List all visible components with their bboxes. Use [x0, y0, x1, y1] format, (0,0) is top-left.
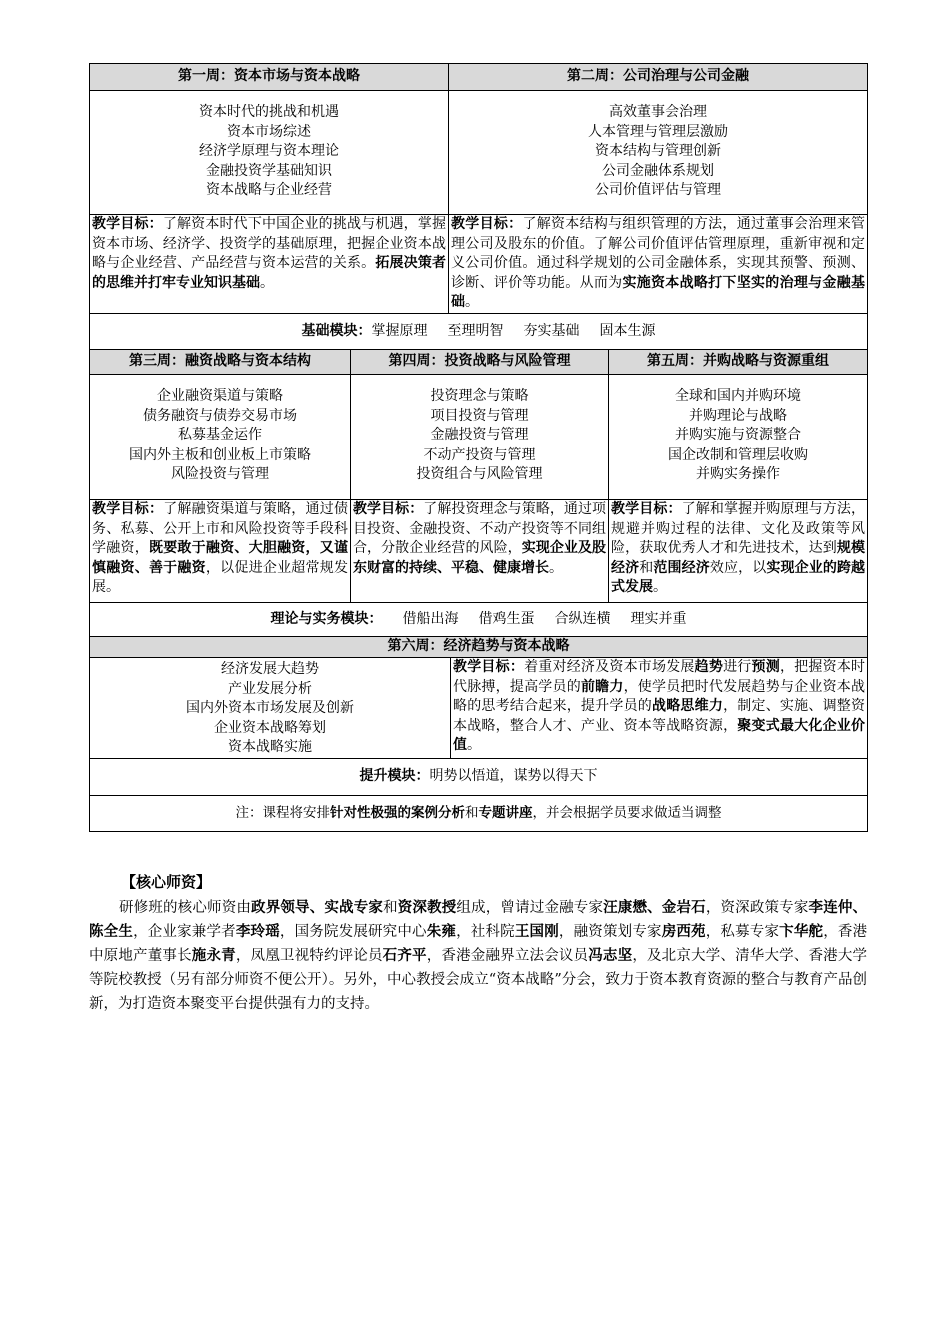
week4-title: 第四周：投资战略与风险管理 [351, 350, 609, 375]
elevation-module: 提升模块：明势以悟道，谋势以得天下 [90, 759, 868, 796]
list-item: 投资组合与风险管理 [416, 466, 543, 482]
list-item: 并购理论与战略 [689, 407, 787, 424]
week1-topics [90, 91, 449, 215]
faculty-section [89, 870, 867, 1016]
goal-label: 教学目标： [353, 501, 424, 517]
practice-module: 理论与实务模块： 借船出海 借鸡生蛋 合纵连横 理实并重 [90, 603, 868, 637]
list-item: 风险投资与管理 [171, 466, 269, 482]
list-item: 并购实施与资源整合 [675, 427, 801, 443]
list-item: 投资理念与策略 [430, 388, 529, 404]
list-item: 经济发展大趋势 [221, 661, 319, 677]
week1-title: 第一周：资本市场与资本战略 [90, 64, 449, 91]
goal-label: 教学目标： [611, 501, 682, 517]
goal-label: 教学目标： [451, 216, 523, 232]
week6-topics [90, 658, 451, 759]
week1-goal: 教学目标：了解资本时代下中国企业的挑战与机遇，掌握资本市场、经济学、投资学的基础原理，把握企业资本战略与企业经营、产品经营与资本运营的关系。拓展决策者的思维并打牢专业知识基础。 [90, 215, 449, 314]
week3-title: 第三周：融资战略与资本结构 [90, 350, 351, 375]
list-item: 不动产投资与管理 [423, 446, 536, 463]
list-item: 国内外主板和创业板上市策略 [129, 446, 311, 463]
goal-label: 教学目标： [92, 216, 163, 232]
foundation-module: 基础模块：掌握原理 至理明智 夯实基础 固本生源 [90, 314, 868, 350]
list-item: 资本时代的挑战和机遇 [199, 104, 339, 120]
list-item: 人本管理与管理层激励 [588, 123, 728, 140]
list-item: 资本结构与管理创新 [595, 143, 721, 159]
week2-topics [449, 91, 868, 215]
list-item: 资本战略与企业经营 [206, 182, 332, 198]
week4-topics [351, 375, 609, 500]
week3-goal: 教学目标：了解融资渠道与策略，通过债务、私募、公开上市和风险投资等手段科学融资，既要敢于融资、大胆融资，又谨慎融资、善于融资，以促进企业超常规发展。 [90, 500, 351, 603]
week5-goal: 教学目标：了解和掌握并购原理与方法，规避并购过程的法律、文化及政策等风险，获取优秀人才和先进技术，达到规模经济和范围经济效应，以实现企业的跨越式发展。 [609, 500, 868, 603]
list-item: 资本市场综述 [227, 123, 311, 140]
faculty-paragraph: 研修班的核心师资由政界领导、实战专家和资深教授组成，曾请过金融专家汪康懋、金岩石，资深政策专家李连仲、陈全生，企业家兼学者李玲瑶，国务院发展研究中心朱雍，社科院王国刚，融资策划专家房西苑，私募专家卞华舵，香港中原地产董事长施永青，凤凰卫视特约评论员石齐平，香港金融界立法会议员冯志坚，及北京大学、清华大学、香港大学等院校教授（另有部分师资不便公开）。另外，中心教授会成立“资本战略”分会，致力于资本教育资源的整合与教育产品创新，为打造资本聚变平台提供强有力的支持。 [89, 899, 868, 1012]
week3-topics [90, 375, 351, 500]
list-item: 公司价值评估与管理 [595, 182, 721, 198]
course-note: 注：课程将安排针对性极强的案例分析和专题讲座，并会根据学员要求做适当调整 [90, 796, 868, 832]
list-item: 产业发展分析 [228, 680, 312, 697]
list-item: 私募基金运作 [178, 427, 262, 443]
week6-goal: 教学目标：着重对经济及资本市场发展趋势进行预测，把握资本时代脉搏，提高学员的前瞻力，使学员把时代发展趋势与企业资本战略的思考结合起来，提升学员的战略思维力，制定、实施、调整资本战略，整合人才、产业、资本等战略资源，聚变式最大化企业价值。 [451, 658, 868, 759]
list-item: 并购实务操作 [696, 466, 780, 482]
week4-goal: 教学目标：了解投资理念与策略，通过项目投资、金融投资、不动产投资等不同组合，分散企业经营的风险，实现企业及股东财富的持续、平稳、健康增长。 [351, 500, 609, 603]
list-item: 金融投资学基础知识 [206, 162, 332, 179]
list-item: 国企改制和管理层收购 [668, 446, 808, 463]
week5-topics [609, 375, 868, 500]
week2-title: 第二周：公司治理与公司金融 [449, 64, 868, 91]
list-item: 经济学原理与资本理论 [199, 143, 339, 159]
week5-title: 第五周：并购战略与资源重组 [609, 350, 868, 375]
week6-title: 第六周：经济趋势与资本战略 [90, 637, 868, 658]
list-item: 项目投资与管理 [430, 407, 529, 424]
goal-label: 教学目标： [92, 501, 164, 517]
list-item: 企业资本战略筹划 [214, 719, 326, 736]
list-item: 企业融资渠道与策略 [157, 388, 283, 404]
list-item: 公司金融体系规划 [602, 162, 714, 179]
list-item: 全球和国内并购环境 [675, 388, 801, 404]
list-item: 高效董事会治理 [609, 104, 707, 120]
list-item: 债务融资与债券交易市场 [143, 407, 297, 424]
week2-goal: 教学目标：了解资本结构与组织管理的方法，通过董事会治理来管理公司及股东的价值。了解公司价值评估管理原理，重新审视和定义公司价值。通过科学规划的公司金融体系，实现其预警、预测、诊断、评价等功能。从而为实施资本战略打下坚实的治理与金融基础。 [449, 215, 868, 314]
list-item: 金融投资与管理 [430, 427, 529, 443]
section-title: 【核心师资】 [121, 873, 212, 891]
curriculum-table [89, 63, 867, 828]
list-item: 国内外资本市场发展及创新 [186, 700, 354, 716]
list-item: 资本战略实施 [228, 739, 312, 755]
goal-label: 教学目标： [453, 659, 525, 675]
